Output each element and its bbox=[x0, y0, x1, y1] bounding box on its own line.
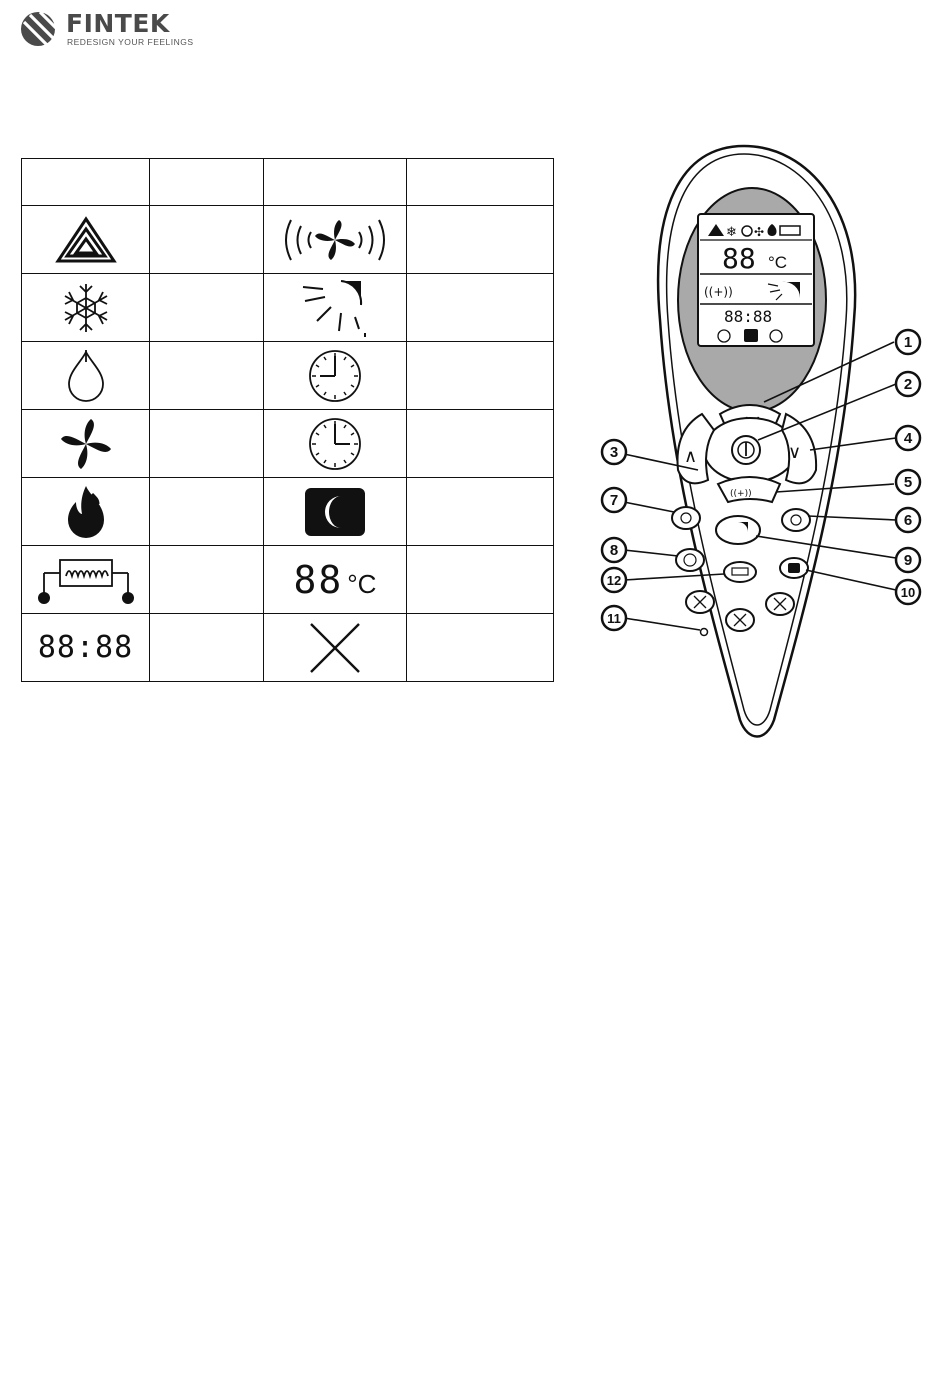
description-cell bbox=[407, 546, 554, 614]
svg-text:❄: ❄ bbox=[726, 225, 737, 240]
heat-flame-icon bbox=[22, 478, 150, 546]
description-cell bbox=[407, 614, 554, 682]
clock-digits: 88:88 bbox=[37, 630, 134, 665]
brand-name: FINTEK bbox=[66, 9, 170, 38]
timer-on-button bbox=[672, 507, 700, 529]
clock-display-icon bbox=[22, 614, 150, 682]
svg-text:∨: ∨ bbox=[788, 442, 802, 463]
description-cell bbox=[150, 478, 264, 546]
svg-text:✣: ✣ bbox=[754, 225, 765, 239]
dry-droplet-icon bbox=[22, 342, 150, 410]
brand-mark-icon bbox=[20, 10, 60, 48]
table-row bbox=[22, 478, 554, 546]
callout-4: 4 bbox=[903, 430, 913, 447]
temperature-unit: °C bbox=[347, 568, 377, 599]
timer-off-clock-icon bbox=[264, 410, 407, 478]
auto-mode-triangle-icon bbox=[22, 206, 150, 274]
description-cell bbox=[407, 342, 554, 410]
remote-control-diagram bbox=[590, 140, 940, 755]
header-cell bbox=[407, 159, 554, 206]
cool-snowflake-icon bbox=[22, 274, 150, 342]
sleep-moon-icon bbox=[264, 478, 407, 546]
description-cell bbox=[407, 478, 554, 546]
description-cell bbox=[150, 410, 264, 478]
not-available-cross-icon bbox=[264, 614, 407, 682]
fan-speed-icon bbox=[264, 206, 407, 274]
lcd-temperature-unit: °C bbox=[768, 253, 788, 272]
callout-11: 11 bbox=[607, 611, 621, 626]
icon-legend-table bbox=[21, 158, 554, 682]
table-row bbox=[22, 342, 554, 410]
temperature-display-icon bbox=[264, 546, 407, 614]
timer-on-clock-icon bbox=[264, 342, 407, 410]
reset-pinhole bbox=[701, 629, 708, 636]
brand-logo bbox=[20, 8, 200, 48]
description-cell bbox=[150, 274, 264, 342]
callout-5: 5 bbox=[903, 474, 913, 491]
swing-button bbox=[716, 516, 760, 544]
temperature-digits: 88 bbox=[293, 557, 344, 602]
callout-12: 12 bbox=[606, 573, 622, 588]
svg-text:((+)): ((+)) bbox=[730, 489, 752, 499]
table-row bbox=[22, 274, 554, 342]
header-cell bbox=[264, 159, 407, 206]
description-cell bbox=[407, 410, 554, 478]
timer-clock-button bbox=[676, 549, 704, 571]
description-cell bbox=[407, 206, 554, 274]
callout-3: 3 bbox=[609, 444, 619, 461]
description-cell bbox=[407, 274, 554, 342]
header-cell bbox=[22, 159, 150, 206]
heater-button bbox=[724, 562, 756, 582]
callout-9: 9 bbox=[903, 552, 913, 569]
timer-off-button bbox=[782, 509, 810, 531]
brand-tagline: REDESIGN YOUR FEELINGS bbox=[67, 37, 194, 47]
callout-7: 7 bbox=[609, 492, 619, 509]
description-cell bbox=[150, 342, 264, 410]
callout-10: 10 bbox=[900, 585, 916, 600]
fan-icon bbox=[22, 410, 150, 478]
callout-8: 8 bbox=[609, 542, 619, 559]
svg-text:((+)): ((+)) bbox=[704, 285, 733, 299]
header-cell bbox=[150, 159, 264, 206]
description-cell bbox=[150, 206, 264, 274]
callout-6: 6 bbox=[903, 512, 913, 529]
svg-text:∧: ∧ bbox=[684, 446, 698, 467]
table-row bbox=[22, 206, 554, 274]
table-header-row bbox=[22, 159, 554, 206]
table-row bbox=[22, 614, 554, 682]
callout-1: 1 bbox=[903, 334, 913, 351]
lcd-clock: 88:88 bbox=[724, 307, 773, 326]
swing-louver-icon bbox=[264, 274, 407, 342]
callout-2: 2 bbox=[903, 376, 913, 393]
heater-element-icon bbox=[22, 546, 150, 614]
lcd-temperature: 88 bbox=[722, 242, 756, 275]
description-cell bbox=[150, 614, 264, 682]
table-row bbox=[22, 410, 554, 478]
table-row bbox=[22, 546, 554, 614]
description-cell bbox=[150, 546, 264, 614]
